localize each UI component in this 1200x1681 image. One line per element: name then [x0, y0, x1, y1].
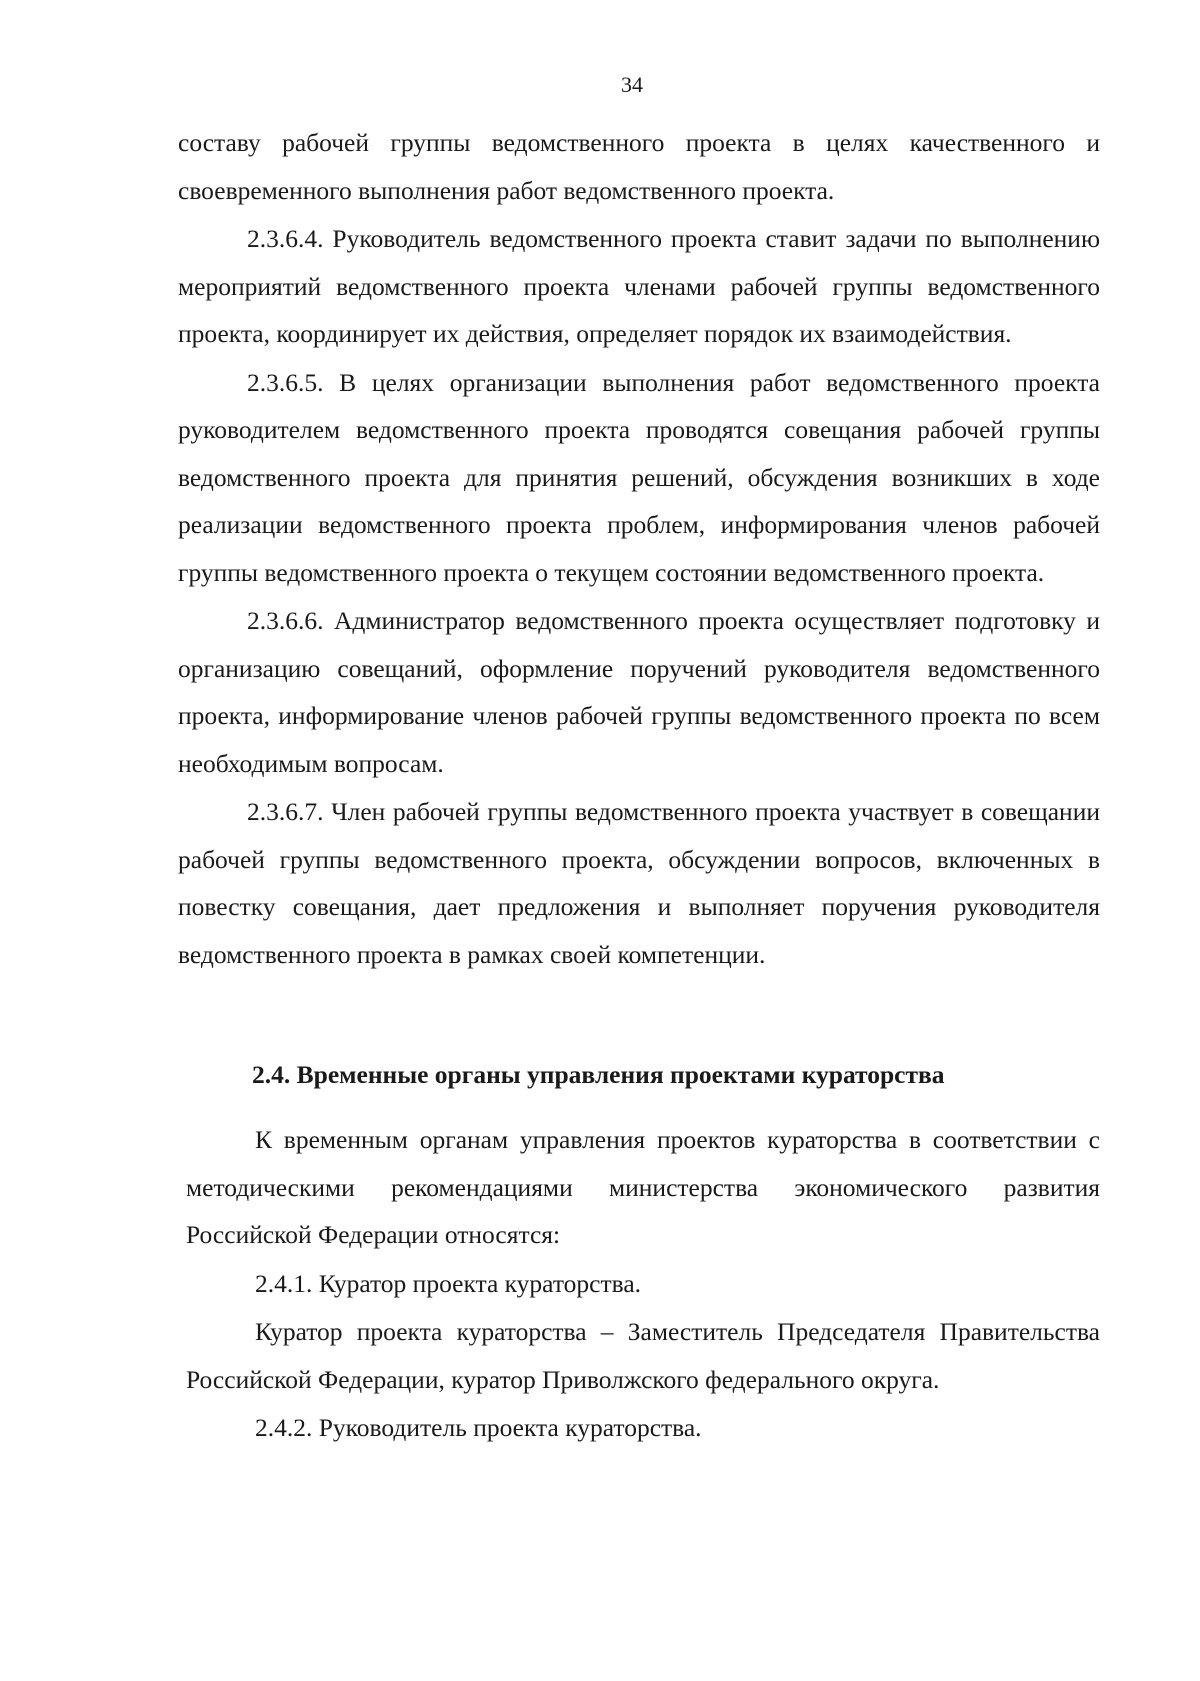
paragraph-2-4-intro: К временным органам управления проектов кураторства в соответствии с методическими рекомендациями министерства экономического развития Российской Федерации относятся:	[186, 1125, 1100, 1249]
paragraph-2-3-6-6: 2.3.6.6. Администратор ведомственного проекта осуществляет подготовку и организацию совещаний, оформление поручений руководителя ведомственного проекта, информирование членов рабочей группы ведомственного проекта по всем необходимым вопросам.	[178, 606, 1100, 778]
paragraph-continuation: составу рабочей группы ведомственного проекта в целях качественного и своевременного выполнения работ ведомственного проекта.	[178, 128, 1100, 205]
section-2-4-text	[186, 1116, 1100, 1452]
page-number: 34	[621, 72, 643, 97]
paragraph-2-4-2: 2.4.2. Руководитель проекта кураторства.	[255, 1413, 702, 1442]
section-heading-2-4: 2.4. Временные органы управления проектами кураторства	[252, 1060, 945, 1089]
paragraph-2-4-1: 2.4.1. Куратор проекта кураторства.	[255, 1268, 642, 1298]
section-2-3-6-text	[178, 119, 1100, 978]
paragraph-curator-description: Куратор проекта кураторства – Заместитель Председателя Правительства Российской Федерации, куратор Приволжского федерального округа.	[186, 1317, 1100, 1394]
paragraph-2-3-6-4: 2.3.6.4. Руководитель ведомственного проекта ставит задачи по выполнению мероприятий ведомственного проекта членами рабочей группы ведомственного проекта, координирует их действия, определяет порядок их взаимодействия.	[178, 224, 1100, 348]
paragraph-2-3-6-7: 2.3.6.7. Член рабочей группы ведомственного проекта участвует в совещании рабочей группы ведомственного проекта, обсуждении вопросов, включенных в повестку совещания, дает предложения и выполняет поручения руководителя ведомственного проекта в рамках своей компетенции.	[178, 797, 1100, 969]
paragraph-2-3-6-5: 2.3.6.5. В целях организации выполнения работ ведомственного проекта руководителем ведомственного проекта проводятся совещания рабочей группы ведомственного проекта для принятия решений, обсуждения возникших в ходе реализации ведомственного проекта проблем, информирования членов рабочей группы ведомственного проекта о текущем состоянии ведомственного проекта.	[178, 367, 1100, 587]
